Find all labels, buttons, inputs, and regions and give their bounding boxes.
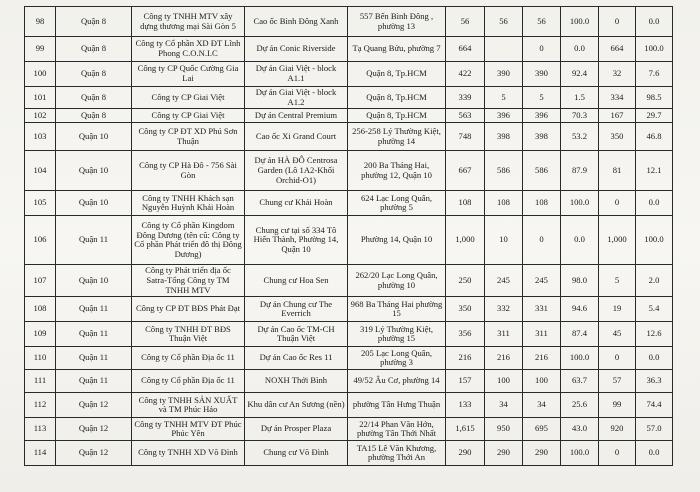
address-cell: 256-258 Lý Thường Kiệt, phường 14 — [348, 123, 446, 151]
value-cell-6: 0.0 — [636, 441, 673, 466]
value-cell-5: 0 — [599, 191, 636, 216]
value-cell-4: 100.0 — [561, 441, 599, 466]
value-cell-6: 57.0 — [636, 418, 673, 441]
value-cell-4: 100.0 — [561, 191, 599, 216]
table-row — [25, 418, 673, 441]
value-cell-3: 586 — [523, 151, 561, 191]
table-row — [25, 191, 673, 216]
project-cell: Dự án Conic Riverside — [245, 37, 348, 62]
address-cell: 968 Ba Tháng Hai phường 15 — [348, 297, 446, 322]
row-number-cell: 107 — [25, 265, 56, 297]
project-cell: Chung cư Khải Hoàn — [245, 191, 348, 216]
value-cell-3: 245 — [523, 265, 561, 297]
value-cell-5: 167 — [599, 109, 636, 123]
value-cell-3: 34 — [523, 393, 561, 418]
value-cell-5: 350 — [599, 123, 636, 151]
value-cell-2: 390 — [485, 62, 523, 87]
row-number-cell: 111 — [25, 370, 56, 393]
table-body — [25, 7, 673, 466]
value-cell-5: 45 — [599, 322, 636, 347]
table-row — [25, 151, 673, 191]
investor-cell: Công ty Cổ phần Kingdom Đông Dương (tên cũ: Công ty Cổ phần Phát triển đô thị Đông Dương) — [132, 216, 245, 265]
value-cell-6: 100.0 — [636, 216, 673, 265]
district-cell: Quận 10 — [56, 265, 132, 297]
address-cell: 205 Lạc Long Quân, phường 3 — [348, 347, 446, 370]
project-cell: Chung cư Võ Đình — [245, 441, 348, 466]
value-cell-4: 25.6 — [561, 393, 599, 418]
value-cell-4: 1.5 — [561, 87, 599, 109]
district-cell: Quận 10 — [56, 123, 132, 151]
row-number-cell: 112 — [25, 393, 56, 418]
project-cell: Chung cư tại số 334 Tô Hiến Thành, Phường 14, Quận 10 — [245, 216, 348, 265]
row-number-cell: 110 — [25, 347, 56, 370]
district-cell: Quận 12 — [56, 418, 132, 441]
value-cell-4: 87.4 — [561, 322, 599, 347]
table-row — [25, 216, 673, 265]
investor-cell: Công ty CP Giai Việt — [132, 87, 245, 109]
address-cell: 319 Lý Thường Kiệt, phường 15 — [348, 322, 446, 347]
value-cell-2: 950 — [485, 418, 523, 441]
value-cell-3: 331 — [523, 297, 561, 322]
value-cell-2: 5 — [485, 87, 523, 109]
district-cell: Quận 8 — [56, 37, 132, 62]
project-cell: NOXH Thới Bình — [245, 370, 348, 393]
value-cell-3: 695 — [523, 418, 561, 441]
table-row — [25, 441, 673, 466]
project-cell: Dự án Cao ốc Res 11 — [245, 347, 348, 370]
investor-cell: Công ty Phát triển địa ốc Satra-Tổng Công ty TM TNHH MTV — [132, 265, 245, 297]
address-cell: Phường 14, Quận 10 — [348, 216, 446, 265]
table-row — [25, 109, 673, 123]
value-cell-2: 396 — [485, 109, 523, 123]
row-number-cell: 103 — [25, 123, 56, 151]
value-cell-6: 98.5 — [636, 87, 673, 109]
table-row — [25, 123, 673, 151]
project-cell: Khu dân cư An Sương (nền) — [245, 393, 348, 418]
value-cell-1: 664 — [446, 37, 485, 62]
value-cell-3: 290 — [523, 441, 561, 466]
address-cell: 624 Lạc Long Quân, phường 5 — [348, 191, 446, 216]
investor-cell: Công ty CP Quốc Cường Gia Lai — [132, 62, 245, 87]
value-cell-6: 5.4 — [636, 297, 673, 322]
value-cell-3: 398 — [523, 123, 561, 151]
investor-cell: Công ty TNHH MTV xây dựng thương mại Sài Gòn 5 — [132, 7, 245, 37]
table-row — [25, 297, 673, 322]
value-cell-2: 245 — [485, 265, 523, 297]
investor-cell: Công ty Cổ phần Địa ốc 11 — [132, 347, 245, 370]
district-cell: Quận 8 — [56, 87, 132, 109]
district-cell: Quận 8 — [56, 7, 132, 37]
table-row — [25, 265, 673, 297]
table-row — [25, 370, 673, 393]
value-cell-5: 99 — [599, 393, 636, 418]
value-cell-6: 12.6 — [636, 322, 673, 347]
value-cell-4: 70.3 — [561, 109, 599, 123]
value-cell-1: 157 — [446, 370, 485, 393]
project-cell: Dự án Giai Việt - block A1.2 — [245, 87, 348, 109]
value-cell-5: 0 — [599, 441, 636, 466]
value-cell-2: 10 — [485, 216, 523, 265]
value-cell-1: 250 — [446, 265, 485, 297]
value-cell-4: 63.7 — [561, 370, 599, 393]
project-cell: Dự án Prosper Plaza — [245, 418, 348, 441]
value-cell-1: 339 — [446, 87, 485, 109]
value-cell-2: 56 — [485, 7, 523, 37]
value-cell-3: 108 — [523, 191, 561, 216]
value-cell-5: 19 — [599, 297, 636, 322]
address-cell: TA15 Lê Văn Khương, phường Thới An — [348, 441, 446, 466]
value-cell-5: 664 — [599, 37, 636, 62]
district-cell: Quận 11 — [56, 216, 132, 265]
value-cell-1: 108 — [446, 191, 485, 216]
district-cell: Quận 10 — [56, 191, 132, 216]
district-cell: Quận 8 — [56, 109, 132, 123]
value-cell-3: 5 — [523, 87, 561, 109]
value-cell-5: 5 — [599, 265, 636, 297]
row-number-cell: 102 — [25, 109, 56, 123]
value-cell-1: 1,000 — [446, 216, 485, 265]
value-cell-3: 396 — [523, 109, 561, 123]
value-cell-1: 748 — [446, 123, 485, 151]
value-cell-2: 586 — [485, 151, 523, 191]
row-number-cell: 108 — [25, 297, 56, 322]
table-row — [25, 7, 673, 37]
row-number-cell: 100 — [25, 62, 56, 87]
value-cell-6: 7.6 — [636, 62, 673, 87]
value-cell-6: 46.8 — [636, 123, 673, 151]
row-number-cell: 99 — [25, 37, 56, 62]
table-row — [25, 62, 673, 87]
value-cell-5: 1,000 — [599, 216, 636, 265]
value-cell-4: 100.0 — [561, 7, 599, 37]
value-cell-5: 0 — [599, 347, 636, 370]
value-cell-1: 563 — [446, 109, 485, 123]
project-table — [24, 6, 673, 466]
value-cell-2: 216 — [485, 347, 523, 370]
value-cell-6: 36.3 — [636, 370, 673, 393]
value-cell-3: 216 — [523, 347, 561, 370]
table-row — [25, 87, 673, 109]
address-cell: Quận 8, Tp.HCM — [348, 62, 446, 87]
value-cell-1: 667 — [446, 151, 485, 191]
project-cell: Dự án Chung cư The Everrich — [245, 297, 348, 322]
district-cell: Quận 12 — [56, 441, 132, 466]
value-cell-1: 422 — [446, 62, 485, 87]
district-cell: Quận 11 — [56, 347, 132, 370]
value-cell-6: 0.0 — [636, 347, 673, 370]
value-cell-6: 0.0 — [636, 7, 673, 37]
address-cell: 200 Ba Tháng Hai, phường 12, Quận 10 — [348, 151, 446, 191]
address-cell: 49/52 Âu Cơ, phường 14 — [348, 370, 446, 393]
row-number-cell: 104 — [25, 151, 56, 191]
value-cell-5: 57 — [599, 370, 636, 393]
investor-cell: Công ty CP Hà Đô - 756 Sài Gòn — [132, 151, 245, 191]
value-cell-6: 29.7 — [636, 109, 673, 123]
value-cell-3: 0 — [523, 216, 561, 265]
project-cell: Dự án HÀ ĐÔ Centrosa Garden (Lô 1A2-Khối Orchid-O1) — [245, 151, 348, 191]
investor-cell: Công ty CP ĐT XD Phú Sơn Thuận — [132, 123, 245, 151]
value-cell-3: 100 — [523, 370, 561, 393]
value-cell-3: 311 — [523, 322, 561, 347]
investor-cell: Công ty TNHH ĐT BĐS Thuận Việt — [132, 322, 245, 347]
value-cell-2: 398 — [485, 123, 523, 151]
address-cell: phường Tân Hưng Thuận — [348, 393, 446, 418]
value-cell-4: 94.6 — [561, 297, 599, 322]
district-cell: Quận 11 — [56, 322, 132, 347]
value-cell-1: 133 — [446, 393, 485, 418]
address-cell: 262/20 Lạc Long Quân, phường 10 — [348, 265, 446, 297]
value-cell-5: 0 — [599, 7, 636, 37]
district-cell: Quận 12 — [56, 393, 132, 418]
value-cell-4: 0.0 — [561, 216, 599, 265]
address-cell: Quận 8, Tp.HCM — [348, 87, 446, 109]
value-cell-2 — [485, 37, 523, 62]
table-row — [25, 37, 673, 62]
project-cell: Cao ốc Xi Grand Court — [245, 123, 348, 151]
value-cell-2: 290 — [485, 441, 523, 466]
investor-cell: Công ty Cổ phần XD ĐT Lĩnh Phong C.O.N.I.C — [132, 37, 245, 62]
table-row — [25, 393, 673, 418]
investor-cell: Công ty Cổ phần Địa ốc 11 — [132, 370, 245, 393]
project-cell: Chung cư Hoa Sen — [245, 265, 348, 297]
value-cell-6: 0.0 — [636, 191, 673, 216]
address-cell: 557 Bến Bình Đông , phường 13 — [348, 7, 446, 37]
district-cell: Quận 10 — [56, 151, 132, 191]
table-row — [25, 322, 673, 347]
value-cell-6: 74.4 — [636, 393, 673, 418]
value-cell-2: 100 — [485, 370, 523, 393]
value-cell-4: 53.2 — [561, 123, 599, 151]
address-cell: Tạ Quang Bửu, phường 7 — [348, 37, 446, 62]
investor-cell: Công ty CP Giai Việt — [132, 109, 245, 123]
value-cell-6: 2.0 — [636, 265, 673, 297]
value-cell-4: 100.0 — [561, 347, 599, 370]
project-cell: Cao ốc Bình Đông Xanh — [245, 7, 348, 37]
row-number-cell: 106 — [25, 216, 56, 265]
investor-cell: Công ty TNHH MTV ĐT Phúc Phúc Yên — [132, 418, 245, 441]
row-number-cell: 114 — [25, 441, 56, 466]
address-cell: 22/14 Phan Văn Hớn, phường Tân Thới Nhất — [348, 418, 446, 441]
value-cell-5: 32 — [599, 62, 636, 87]
value-cell-5: 81 — [599, 151, 636, 191]
value-cell-1: 350 — [446, 297, 485, 322]
row-number-cell: 105 — [25, 191, 56, 216]
project-cell: Dự án Central Premium — [245, 109, 348, 123]
value-cell-6: 100.0 — [636, 37, 673, 62]
district-cell: Quận 8 — [56, 62, 132, 87]
investor-cell: Công ty TNHH Khách sạn Nguyễn Huỳnh Khải Hoàn — [132, 191, 245, 216]
investor-cell: Công ty CP ĐT BĐS Phát Đạt — [132, 297, 245, 322]
value-cell-1: 290 — [446, 441, 485, 466]
value-cell-2: 332 — [485, 297, 523, 322]
value-cell-2: 34 — [485, 393, 523, 418]
row-number-cell: 109 — [25, 322, 56, 347]
value-cell-4: 92.4 — [561, 62, 599, 87]
value-cell-1: 1,615 — [446, 418, 485, 441]
value-cell-4: 87.9 — [561, 151, 599, 191]
district-cell: Quận 11 — [56, 297, 132, 322]
value-cell-4: 0.0 — [561, 37, 599, 62]
address-cell: Quận 8, Tp.HCM — [348, 109, 446, 123]
value-cell-4: 43.0 — [561, 418, 599, 441]
value-cell-1: 356 — [446, 322, 485, 347]
project-cell: Dự án Cao ốc TM-CH Thuận Việt — [245, 322, 348, 347]
value-cell-1: 216 — [446, 347, 485, 370]
value-cell-6: 12.1 — [636, 151, 673, 191]
value-cell-2: 311 — [485, 322, 523, 347]
value-cell-2: 108 — [485, 191, 523, 216]
row-number-cell: 113 — [25, 418, 56, 441]
value-cell-3: 0 — [523, 37, 561, 62]
district-cell: Quận 11 — [56, 370, 132, 393]
value-cell-5: 920 — [599, 418, 636, 441]
row-number-cell: 98 — [25, 7, 56, 37]
value-cell-1: 56 — [446, 7, 485, 37]
investor-cell: Công ty TNHH SẢN XUẤT và TM Phúc Hảo — [132, 393, 245, 418]
row-number-cell: 101 — [25, 87, 56, 109]
value-cell-3: 56 — [523, 7, 561, 37]
value-cell-3: 390 — [523, 62, 561, 87]
investor-cell: Công ty TNHH XD Võ Đình — [132, 441, 245, 466]
table-row — [25, 347, 673, 370]
value-cell-4: 98.0 — [561, 265, 599, 297]
project-cell: Dự án Giai Việt - block A1.1 — [245, 62, 348, 87]
value-cell-5: 334 — [599, 87, 636, 109]
